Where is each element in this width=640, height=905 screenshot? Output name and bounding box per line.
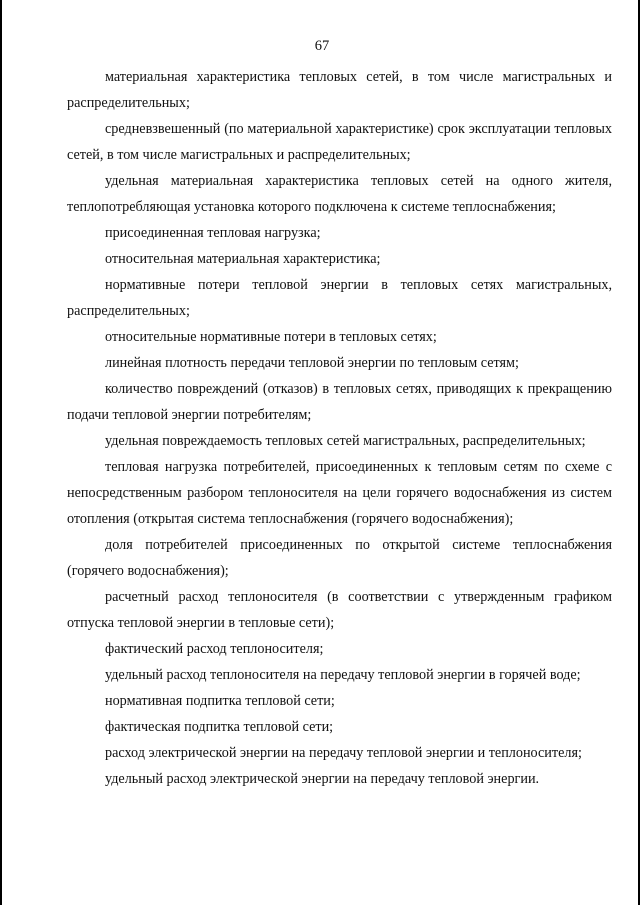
paragraph-14: фактический расход теплоносителя; — [105, 641, 324, 657]
paragraph-9: количество повреждений (отказов) в тепловых сетях, приводящих к прекращению подачи тепловой энергии потребителям; — [67, 381, 612, 423]
paragraph-7: относительные нормативные потери в тепловых сетях; — [105, 329, 437, 345]
paragraph-11: тепловая нагрузка потребителей, присоединенных к тепловым сетям по схеме с непосредственным разбором теплоносителя на цели горячего водоснабжения из систем отопления (открытая система теплоснабжения (горячего водоснабжения); — [67, 459, 612, 527]
paragraph-3: удельная материальная характеристика тепловых сетей на одного жителя, теплопотребляющая установка которого подключена к системе теплоснабжения; — [67, 173, 612, 215]
paragraph-12: доля потребителей присоединенных по открытой системе теплоснабжения (горячего водоснабжения); — [67, 537, 612, 579]
paragraph-4: присоединенная тепловая нагрузка; — [105, 225, 321, 241]
paragraph-6: нормативные потери тепловой энергии в тепловых сетях магистральных, распределительных; — [67, 277, 612, 319]
paragraph-8: линейная плотность передачи тепловой энергии по тепловым сетям; — [105, 355, 519, 371]
page-number: 67 — [314, 38, 330, 54]
paragraph-19: удельный расход электрической энергии на передачу тепловой энергии. — [105, 771, 540, 787]
paragraph-17: фактическая подпитка тепловой сети; — [105, 719, 334, 735]
paragraph-2: средневзвешенный (по материальной характеристике) срок эксплуатации тепловых сетей, в том числе магистральных и распределительных; — [67, 121, 612, 163]
paragraph-18: расход электрической энергии на передачу тепловой энергии и теплоносителя; — [105, 745, 582, 761]
document-body — [67, 64, 612, 792]
paragraph-13: расчетный расход теплоносителя (в соответствии с утвержденным графиком отпуска тепловой энергии в тепловые сети); — [67, 589, 612, 631]
paragraph-1: материальная характеристика тепловых сетей, в том числе магистральных и распределительных; — [67, 69, 612, 111]
paragraph-16: нормативная подпитка тепловой сети; — [105, 693, 335, 709]
paragraph-5: относительная материальная характеристика; — [105, 251, 381, 267]
paragraph-15: удельный расход теплоносителя на передачу тепловой энергии в горячей воде; — [105, 667, 581, 683]
paragraph-10: удельная повреждаемость тепловых сетей магистральных, распределительных; — [105, 433, 586, 449]
